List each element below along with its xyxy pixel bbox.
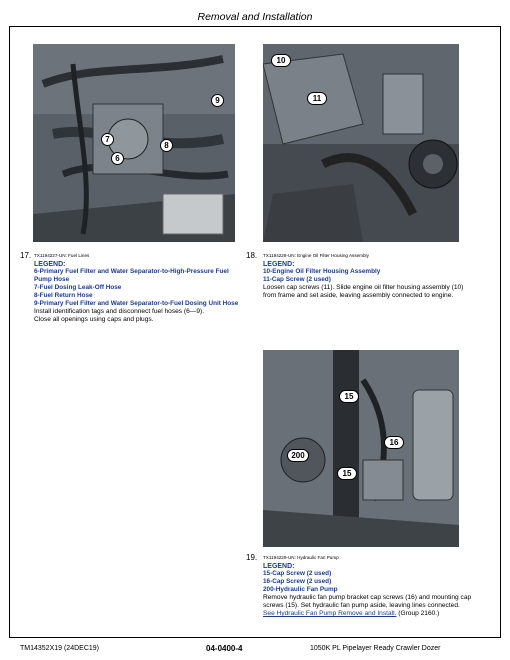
legend-item: 9-Primary Fuel Filter and Water Separator-to-Fuel Dosing Unit Hose	[34, 300, 239, 307]
figure-caption-18: TX1194228-UN: Engine Oil Filter Housing Assembly	[263, 253, 369, 258]
page-title: Removal and Installation	[197, 11, 313, 23]
step-body: Install identification tags and disconnect fuel hoses (6—9).	[34, 308, 205, 315]
step-number-19: 19.	[246, 553, 258, 562]
callout-9: 9	[211, 94, 224, 107]
legend-title: LEGEND:	[263, 563, 295, 570]
legend-item: 7-Fuel Dosing Leak-Off Hose	[34, 284, 122, 291]
step-number-18: 18.	[246, 251, 258, 260]
legend-item: 15-Cap Screw (2 used)	[263, 570, 332, 577]
callout-11: 11	[307, 92, 327, 105]
footer-doc-id: TM14352X19 (24DEC19)	[20, 645, 99, 652]
step-body: Close all openings using caps and plugs.	[34, 316, 154, 323]
legend-item: 16-Cap Screw (2 used)	[263, 578, 332, 585]
callout-8: 8	[160, 139, 173, 152]
hydraulic-fan-pump-photo	[263, 350, 459, 547]
step-body-suffix: (Group 2160.)	[398, 610, 440, 617]
footer-machine-name: 1050K PL Pipelayer Ready Crawler Dozer	[310, 645, 441, 652]
legend-item: 6-Primary Fuel Filter and Water Separator-to-High-Pressure Fuel Pump Hose	[34, 268, 229, 283]
callout-16: 16	[384, 436, 404, 449]
legend-item: 8-Fuel Return Hose	[34, 292, 93, 299]
fuel-lines-photo	[33, 44, 235, 242]
legend-title: LEGEND:	[34, 261, 66, 268]
step-body-text: Remove hydraulic fan pump bracket cap screws (16) and mounting cap screws (15). Set hydraulic fan pump aside, leaving lines connected.	[263, 594, 472, 609]
callout-10: 10	[271, 54, 291, 67]
legend-block-19	[263, 563, 473, 618]
cross-reference-link[interactable]: See Hydraulic Fan Pump Remove and Install.	[263, 610, 397, 617]
callout-200: 200	[287, 449, 309, 462]
oil-filter-housing-photo	[263, 44, 459, 242]
legend-title: LEGEND:	[263, 261, 295, 268]
step-number-17: 17.	[20, 251, 32, 260]
legend-item: 11-Cap Screw (2 used)	[263, 276, 331, 283]
legend-item: 10-Engine Oil Filter Housing Assembly	[263, 268, 381, 275]
step-body	[263, 594, 473, 618]
callout-15: 15	[337, 467, 357, 480]
callout-6: 6	[111, 152, 124, 165]
figure-caption-19: TX1194229-UN: Hydraulic Fan Pump	[263, 555, 339, 560]
legend-item: 200-Hydraulic Fan Pump	[263, 586, 338, 593]
callout-15: 15	[339, 390, 359, 403]
legend-block-17	[34, 261, 240, 324]
legend-block-18	[263, 261, 469, 300]
step-body: Loosen cap screws (11). Slide engine oil filter housing assembly (10) from frame and set aside, leaving assembly connected to engine.	[263, 284, 464, 299]
footer-page-number: 04-0400-4	[206, 644, 243, 653]
figure-caption-17: TX1194227-UN: Fuel Lines	[34, 253, 90, 258]
callout-7: 7	[101, 133, 114, 146]
